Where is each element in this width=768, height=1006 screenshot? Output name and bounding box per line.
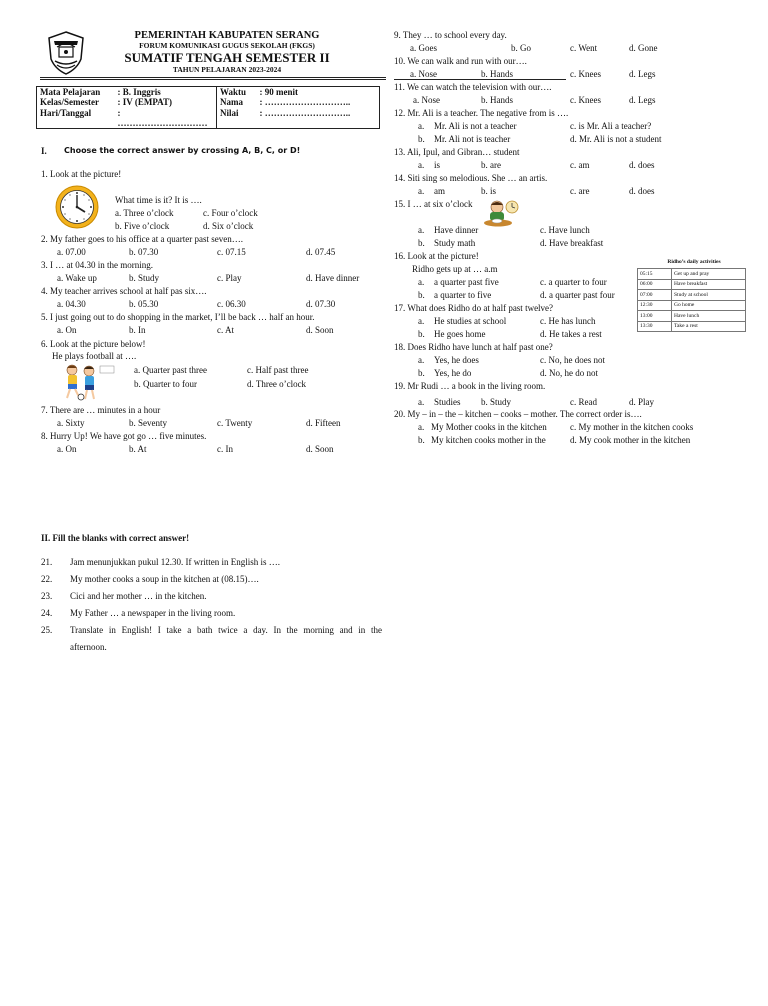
q10-option-a[interactable]: a. Nose	[410, 69, 437, 79]
q15-option-a-letter[interactable]: a.	[418, 225, 425, 235]
q15-option-a[interactable]: Have dinner	[434, 225, 479, 235]
q6-stem: 6. Look at the picture below!	[41, 339, 146, 349]
q15-stem: 15. I … at six o’clock	[394, 199, 473, 209]
q7-option-d[interactable]: d. Fifteen	[306, 418, 341, 428]
q14-option-b[interactable]: b. is	[481, 186, 497, 196]
value-subject: : B. Inggris	[117, 87, 161, 97]
schedule-table	[637, 268, 746, 332]
section2-title: II. Fill the blanks with correct answer!	[41, 533, 190, 543]
name-field[interactable]: : ………………………..	[259, 97, 351, 108]
schedule-title: Ridho’s daily activities	[667, 259, 721, 265]
q20-option-a[interactable]: My Mother cooks in the kitchen	[431, 422, 547, 432]
q5-option-d[interactable]: d. Soon	[306, 325, 334, 335]
label-name: Nama	[217, 97, 257, 107]
score-field[interactable]: : ………………………..	[259, 107, 351, 118]
q20-option-c[interactable]: c. My mother in the kitchen cooks	[570, 422, 694, 432]
q16-option-b-letter[interactable]: b.	[418, 290, 425, 300]
q9-option-b[interactable]: b. Go	[511, 43, 531, 53]
q13-option-a[interactable]: is	[434, 160, 441, 170]
header-school-year: TAHUN PELAJARAN 2023-2024	[172, 65, 282, 74]
fill-item-number: 24.	[41, 608, 53, 618]
schedule-activity: Go home	[672, 300, 746, 311]
section1-title: Choose the correct answer by crossing A, B, C, or D!	[64, 146, 301, 155]
fill-item-text: Jam menunjukkan pukul 12.30. If written in English is ….	[70, 557, 280, 567]
q4-option-a[interactable]: a. 04.30	[57, 299, 86, 309]
q1-stem: 1. Look at the picture!	[41, 169, 122, 179]
q14-stem: 14. Siti sing so melodious. She … an artis.	[394, 173, 548, 183]
q12-option-a-letter[interactable]: a.	[418, 121, 425, 131]
q17-option-c[interactable]: c. He has lunch	[540, 316, 596, 326]
label-class: Kelas/Semester	[40, 97, 99, 108]
q8-option-d[interactable]: d. Soon	[306, 444, 334, 454]
q18-option-b[interactable]: Yes, he do	[434, 368, 472, 378]
q10-option-b[interactable]: b. Hands	[481, 69, 513, 79]
schedule-time: 05:15	[638, 269, 672, 280]
q17-stem: 17. What does Ridho do at half past twelve?	[394, 303, 554, 313]
q13-stem: 13. Ali, Ipul, and Gibran… student	[394, 147, 520, 157]
q6-option-a[interactable]: a. Quarter past three	[134, 365, 207, 375]
q7-option-c[interactable]: c. Twenty	[217, 418, 253, 428]
dining-boy-icon	[483, 196, 519, 230]
q15-option-b[interactable]: Study math	[434, 238, 476, 248]
day-date-field[interactable]: …………………………	[117, 118, 208, 129]
q1-sub: What time is it? It is ….	[115, 195, 202, 205]
q19-option-c[interactable]: c. Read	[570, 397, 597, 407]
fill-item-text-continued: afternoon.	[70, 642, 107, 652]
q4-stem: 4. My teacher arrives school at half pas six….	[41, 286, 207, 296]
blank-cell	[257, 118, 380, 129]
q11-option-c[interactable]: c. Knees	[570, 95, 601, 105]
value-day-date: :	[117, 107, 121, 118]
q19-option-b[interactable]: b. Study	[481, 397, 512, 407]
value-time: : 90 menit	[259, 87, 298, 97]
fill-item-text: My mother cooks a soup in the kitchen at (08.15)….	[70, 574, 259, 584]
q5-option-c[interactable]: c. At	[217, 325, 234, 335]
q18-option-b-letter[interactable]: b.	[418, 368, 425, 378]
q7-option-a[interactable]: a. Sixty	[57, 418, 85, 428]
fill-item-text: Translate in English! I take a bath twice a day. In the morning and in the	[70, 625, 382, 635]
q17-option-a[interactable]: He studies at school	[434, 316, 507, 326]
q12-option-c[interactable]: c. is Mr. Ali a teacher?	[570, 121, 652, 131]
q6-option-b[interactable]: b. Quarter to four	[134, 379, 197, 389]
label-day-date: Hari/Tanggal	[40, 107, 92, 118]
schedule-activity: Have breakfast	[672, 279, 746, 290]
q1-option-b[interactable]: b. Five o’clock	[115, 221, 170, 231]
label-score: Nilai	[217, 108, 257, 118]
fill-item-number: 22.	[41, 574, 53, 584]
q4-option-d[interactable]: d. 07.30	[306, 299, 336, 309]
schedule-row	[638, 311, 746, 322]
q12-option-d[interactable]: d. Mr. Ali is not a student	[570, 134, 662, 144]
q15-option-c[interactable]: c. Have lunch	[540, 225, 590, 235]
clock-icon	[55, 185, 99, 229]
q10-stem: 10. We can walk and run with our….	[394, 56, 527, 66]
header-rule-2	[40, 79, 386, 80]
q15-option-d[interactable]: d. Have breakfast	[540, 238, 604, 248]
q9-option-a[interactable]: a. Goes	[410, 43, 437, 53]
fill-item-text: My Father … a newspaper in the living room.	[70, 608, 236, 618]
label-time: Waktu	[217, 87, 257, 98]
header-government: PEMERINTAH KABUPATEN SERANG	[134, 30, 320, 41]
schedule-time: 06:00	[638, 279, 672, 290]
q10-option-c[interactable]: c. Knees	[570, 69, 601, 79]
q11-option-b[interactable]: b. Hands	[481, 95, 513, 105]
q14-option-d[interactable]: d. does	[629, 186, 655, 196]
schedule-activity: Get up and pray	[672, 269, 746, 280]
q5-option-a[interactable]: a. On	[57, 325, 77, 335]
q16-sub: Ridho gets up at … a.m	[412, 264, 498, 274]
q19-option-d[interactable]: d. Play	[629, 397, 655, 407]
q11-option-a[interactable]: a. Nose	[413, 95, 440, 105]
schedule-row	[638, 290, 746, 301]
q2-option-a[interactable]: a. 07.00	[57, 247, 86, 257]
q16-option-a-letter[interactable]: a.	[418, 277, 425, 287]
q7-stem: 7. There are … minutes in a hour	[41, 405, 161, 415]
q20-option-b-letter[interactable]: b.	[418, 435, 425, 445]
q3-option-b[interactable]: b. Study	[129, 273, 160, 283]
label-subject: Mata Pelajaran	[40, 87, 101, 97]
q16-option-d[interactable]: d. a quarter past four	[540, 290, 615, 300]
q3-option-a[interactable]: a. Wake up	[57, 273, 97, 283]
regency-emblem-logo	[47, 31, 85, 75]
q6-sub: He plays football at ….	[52, 351, 137, 361]
q8-option-a[interactable]: a. On	[57, 444, 77, 454]
q16-option-b[interactable]: a quarter to five	[434, 290, 492, 300]
q18-option-a-letter[interactable]: a.	[418, 355, 425, 365]
schedule-activity: Take a rest	[672, 321, 746, 332]
header-exam-title: SUMATIF TENGAH SEMESTER II	[124, 50, 330, 65]
q18-option-c[interactable]: c. No, he does not	[540, 355, 605, 365]
q3-option-d[interactable]: d. Have dinner	[306, 273, 360, 283]
schedule-row	[638, 269, 746, 280]
q8-stem: 8. Hurry Up! We have got go … five minutes.	[41, 431, 207, 441]
q19-option-a-letter[interactable]: a.	[418, 397, 425, 407]
q14-option-a-letter[interactable]: a.	[418, 186, 425, 196]
q16-option-c[interactable]: c. a quarter to four	[540, 277, 607, 287]
q17-option-a-letter[interactable]: a.	[418, 316, 425, 326]
q20-stem: 20. My – in – the – kitchen – cooks – mother. The correct order is….	[394, 409, 642, 419]
q2-option-c[interactable]: c. 07.15	[217, 247, 246, 257]
q20-option-d[interactable]: d. My cook mother in the kitchen	[570, 435, 691, 445]
q4-option-c[interactable]: c. 06.30	[217, 299, 246, 309]
q18-option-a[interactable]: Yes, he does	[434, 355, 479, 365]
schedule-activity: Have lunch	[672, 311, 746, 322]
fill-item-number: 25.	[41, 625, 53, 635]
q3-stem: 3. I … at 04.30 in the morning.	[41, 260, 153, 270]
q12-option-b-letter[interactable]: b.	[418, 134, 425, 144]
student-info-table	[36, 86, 380, 129]
q1-option-a[interactable]: a. Three o’clock	[115, 208, 174, 218]
header-rule	[40, 77, 386, 78]
blank-cell	[37, 118, 115, 129]
q17-option-b-letter[interactable]: b.	[418, 329, 425, 339]
q9-stem: 9. They … to school every day.	[394, 30, 507, 40]
q5-stem: 5. I just going out to do shopping in the market, I’ll be back … half an hour.	[41, 312, 315, 322]
q1-option-d[interactable]: d. Six o’clock	[203, 221, 254, 231]
q18-option-d[interactable]: d. No, he do not	[540, 368, 598, 378]
schedule-time: 13:00	[638, 311, 672, 322]
q13-option-b[interactable]: b. are	[481, 160, 501, 170]
fill-item-text: Cici and her mother … in the kitchen.	[70, 591, 207, 601]
blank-cell	[217, 118, 257, 129]
q17-option-b[interactable]: He goes home	[434, 329, 486, 339]
q14-option-a[interactable]: am	[434, 186, 445, 196]
q2-option-b[interactable]: b. 07.30	[129, 247, 159, 257]
q2-stem: 2. My father goes to his office at a quarter past seven….	[41, 234, 244, 244]
q18-stem: 18. Does Ridho have lunch at half past one?	[394, 342, 553, 352]
fill-item-number: 23.	[41, 591, 53, 601]
header-forum: FORUM KOMUNIKASI GUGUS SEKOLAH (FKGS)	[139, 41, 315, 50]
schedule-time: 13:30	[638, 321, 672, 332]
value-class: : IV (EMPAT)	[117, 97, 172, 108]
schedule-time: 12:30	[638, 300, 672, 311]
football-kids-icon	[62, 362, 130, 402]
q7-option-b[interactable]: b. Seventy	[129, 418, 167, 428]
q6-option-d[interactable]: d. Three o’clock	[247, 379, 307, 389]
q8-option-b[interactable]: b. At	[129, 444, 147, 454]
q16-stem: 16. Look at the picture!	[394, 251, 479, 261]
q11-option-d[interactable]: d. Legs	[629, 95, 656, 105]
q9-option-d[interactable]: d. Gone	[629, 43, 658, 53]
q12-stem: 12. Mr. Ali is a teacher. The negative from is ….	[394, 108, 569, 118]
q11-stem: 11. We can watch the television with our….	[394, 82, 552, 92]
q17-option-d[interactable]: d. He takes a rest	[540, 329, 602, 339]
q8-option-c[interactable]: c. In	[217, 444, 233, 454]
q2-option-d[interactable]: d. 07.45	[306, 247, 336, 257]
header-rule-continued	[394, 79, 566, 80]
q19-stem: 19. Mr Rudi … a book in the living room.	[394, 381, 546, 391]
section1-number: I.	[41, 146, 47, 156]
q13-option-d[interactable]: d. does	[629, 160, 655, 170]
q20-option-a-letter[interactable]: a.	[418, 422, 425, 432]
fill-item-number: 21.	[41, 557, 53, 567]
schedule-row	[638, 279, 746, 290]
q12-option-a[interactable]: Mr. Ali is not a teacher	[434, 121, 517, 131]
q1-option-c[interactable]: c. Four o’clock	[203, 208, 258, 218]
q19-option-a[interactable]: Studies	[434, 397, 461, 407]
q14-option-c[interactable]: c. are	[570, 186, 590, 196]
schedule-time: 07:00	[638, 290, 672, 301]
q10-option-d[interactable]: d. Legs	[629, 69, 656, 79]
schedule-row	[638, 321, 746, 332]
schedule-row	[638, 300, 746, 311]
q13-option-a-letter[interactable]: a.	[418, 160, 425, 170]
q4-option-b[interactable]: b. 05.30	[129, 299, 159, 309]
q16-option-a[interactable]: a quarter past five	[434, 277, 499, 287]
q9-option-c[interactable]: c. Went	[570, 43, 598, 53]
q13-option-c[interactable]: c. am	[570, 160, 590, 170]
q20-option-b[interactable]: My kitchen cooks mother in the	[431, 435, 546, 445]
q6-option-c[interactable]: c. Half past three	[247, 365, 309, 375]
schedule-activity: Study at school	[672, 290, 746, 301]
q15-option-b-letter[interactable]: b.	[418, 238, 425, 248]
q12-option-b[interactable]: Mr. Ali not is teacher	[434, 134, 511, 144]
q5-option-b[interactable]: b. In	[129, 325, 146, 335]
q3-option-c[interactable]: c. Play	[217, 273, 242, 283]
